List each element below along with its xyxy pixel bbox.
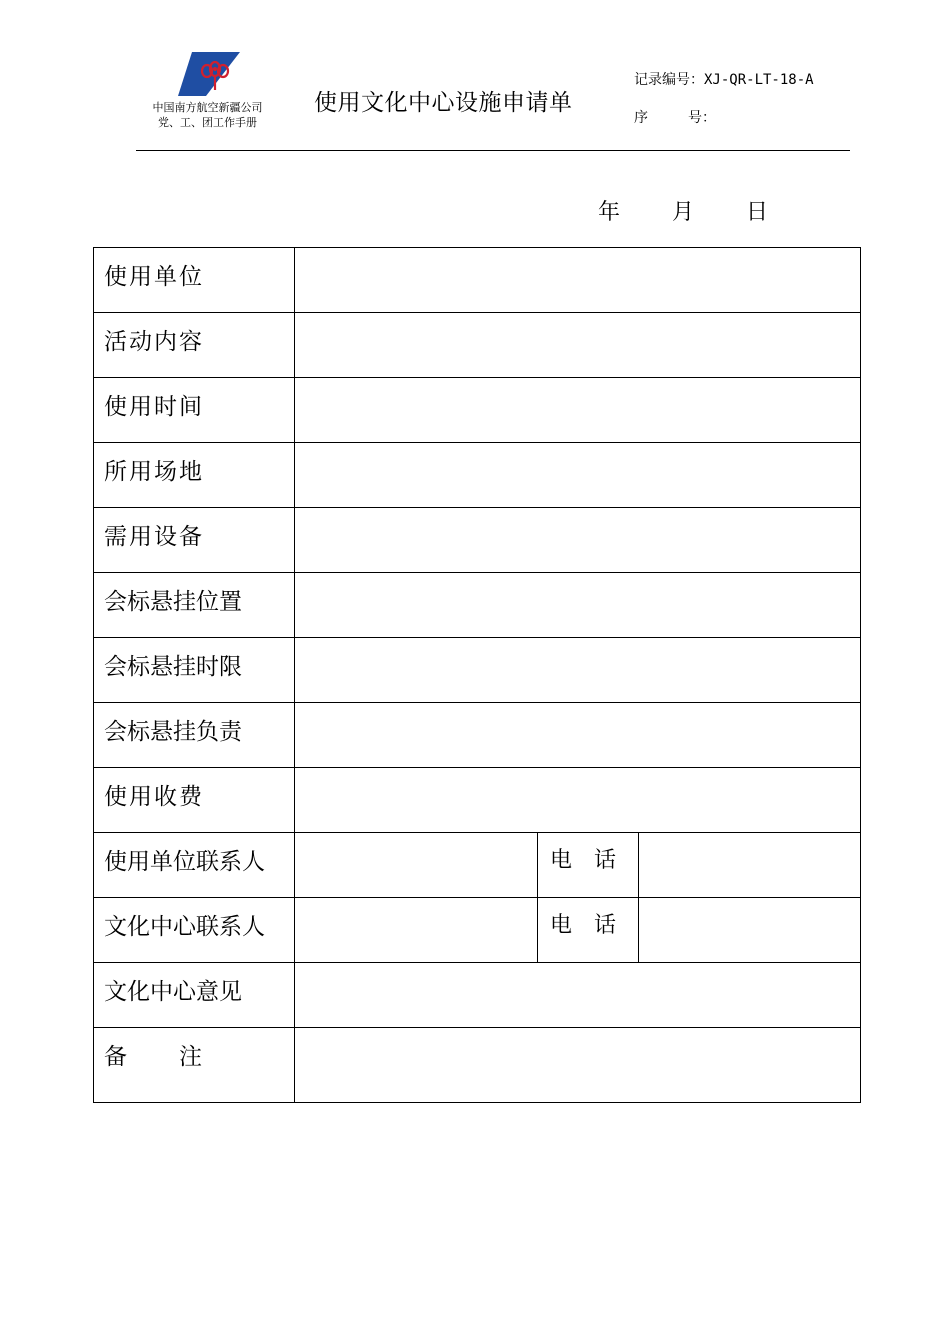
unit-contact-field[interactable]: [295, 833, 538, 898]
header-divider: [136, 150, 850, 151]
phone-label-char-1: 电: [550, 848, 573, 873]
form-row: [94, 963, 861, 1028]
activity-field[interactable]: [295, 313, 861, 378]
center-contact-field[interactable]: [295, 898, 538, 963]
record-number-label: 记录编号：: [634, 72, 704, 88]
row-label-banner-position: 会标悬挂位置: [94, 573, 295, 638]
row-label-banner-responsible: 会标悬挂负责: [94, 703, 295, 768]
document-title: 使用文化中心设施申请单: [314, 90, 573, 116]
form-row: [94, 508, 861, 573]
form-row: [94, 443, 861, 508]
row-label-center-opinion: 文化中心意见: [94, 963, 295, 1028]
unit-phone-field[interactable]: [639, 833, 861, 898]
airline-logo-icon: [178, 52, 240, 96]
row-label-remarks: [94, 1028, 295, 1103]
banner-responsible-field[interactable]: [295, 703, 861, 768]
date-line: [598, 195, 768, 226]
remarks-label-char-1: 备: [104, 1044, 127, 1070]
center-opinion-field[interactable]: [295, 963, 861, 1028]
phone-label-char-2: 话: [594, 913, 617, 938]
date-day: 日: [746, 200, 769, 225]
center-phone-label: [538, 898, 639, 963]
date-year: 年: [598, 200, 621, 225]
form-row: [94, 768, 861, 833]
remarks-field[interactable]: [295, 1028, 861, 1103]
company-name: [140, 100, 275, 130]
row-label-banner-duration: 会标悬挂时限: [94, 638, 295, 703]
serial-number: [634, 107, 716, 127]
serial-label-char-1: 序: [634, 110, 648, 126]
phone-label-char-2: 话: [594, 848, 617, 873]
row-label-using-unit: 使用单位: [94, 248, 295, 313]
row-label-activity: 活动内容: [94, 313, 295, 378]
form-row: [94, 638, 861, 703]
banner-position-field[interactable]: [295, 573, 861, 638]
form-row: [94, 833, 861, 898]
center-phone-field[interactable]: [639, 898, 861, 963]
row-label-usage-time: 使用时间: [94, 378, 295, 443]
company-line-2: 党、工、团工作手册: [158, 116, 257, 129]
fee-field[interactable]: [295, 768, 861, 833]
form-row: [94, 573, 861, 638]
form-row: [94, 378, 861, 443]
record-number: [634, 72, 814, 89]
row-label-fee: 使用收费: [94, 768, 295, 833]
record-number-value: XJ-QR-LT-18-A: [704, 72, 814, 88]
banner-duration-field[interactable]: [295, 638, 861, 703]
serial-label-char-2: 号：: [688, 110, 716, 126]
form-row: [94, 313, 861, 378]
application-form-table: [93, 247, 861, 1103]
equipment-field[interactable]: [295, 508, 861, 573]
phone-label-char-1: 电: [550, 913, 573, 938]
row-label-venue: 所用场地: [94, 443, 295, 508]
company-line-1: 中国南方航空新疆公司: [152, 101, 263, 114]
date-month: 月: [672, 200, 695, 225]
form-row: [94, 898, 861, 963]
unit-phone-label: [538, 833, 639, 898]
form-row: [94, 248, 861, 313]
usage-time-field[interactable]: [295, 378, 861, 443]
remarks-label-char-2: 注: [179, 1044, 202, 1070]
using-unit-field[interactable]: [295, 248, 861, 313]
row-label-center-contact: 文化中心联系人: [94, 898, 295, 963]
row-label-equipment: 需用设备: [94, 508, 295, 573]
form-row: [94, 1028, 861, 1103]
row-label-unit-contact: 使用单位联系人: [94, 833, 295, 898]
form-row: [94, 703, 861, 768]
venue-field[interactable]: [295, 443, 861, 508]
